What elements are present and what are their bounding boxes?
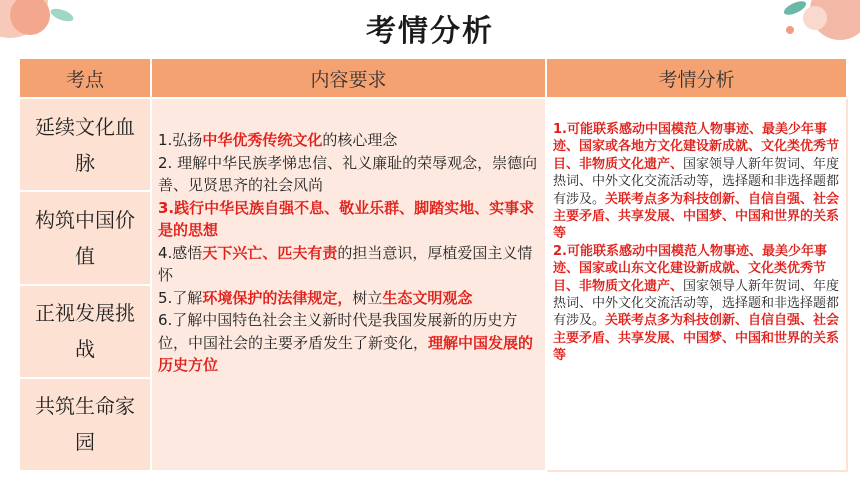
content-highlight: 环境保护的法律规定， [202,288,353,307]
content-highlight: 理解中国发展的历史方位 [158,333,534,374]
analysis-text: 国家领导人新年贺词、年度热词、中外文化交流活动等，选择题和非选择题都有涉及。 [553,156,840,207]
content-highlight: 生态文明观念 [382,288,473,307]
exam-analysis [546,98,847,471]
content-text: 的核心理念 [322,131,398,149]
exam-point: 延续文化血脉 [19,98,151,191]
analysis-table [18,57,848,472]
table-header-row [19,58,847,98]
content-text: 5.了解 [158,288,203,307]
content-item [158,287,539,310]
table-row [19,98,847,191]
exam-point: 共筑生命家园 [19,378,151,471]
content-item: 2. 理解中华民族孝悌忠信、礼义廉耻的荣辱观念，崇德向善、见贤思齐的社会风尚 [158,153,538,194]
content-item [158,129,539,152]
analysis-text: 国家领导人新年贺词、年度热词、中外文化交流活动等，选择题和非选择题都有涉及。 [553,278,840,329]
content-text: 的担当意识，厚植爱国主义情怀 [158,243,533,284]
content-text: 树立 [352,288,383,307]
content-text: 4.感悟 [158,243,203,262]
page-title: 考情分析 [366,14,494,49]
analysis-highlight: 关联考点多为科技创新、自信自强、社会主要矛盾、共享发展、中国梦、中国和世界的关系等 [553,191,840,242]
content-highlight: 天下兴亡、匹夫有责 [202,243,338,262]
exam-point: 构筑中国价值 [19,191,151,284]
header-content: 内容要求 [151,58,546,98]
content-item: 3.践行中华民族自强不息、敬业乐群、脚踏实地、实事求是的思想 [158,198,535,239]
content-text: 6.了解中国特色社会主义新时代是我国发展新的历史方位，中国社会的主要矛盾发生了新变化， [158,311,518,352]
header-point: 考点 [19,58,151,98]
analysis-item [553,121,840,243]
content-item [158,309,539,377]
header-analysis: 考情分析 [546,58,847,98]
exam-point: 正视发展挑战 [19,285,151,378]
content-requirements [151,98,546,471]
content-item [158,242,539,287]
content-highlight: 中华优秀传统文化 [202,131,323,149]
analysis-highlight: 1.可能联系感动中国模范人物事迹、最美少年事迹、国家或各地方文化建设新成就、文化类优秀节目、非物质文化遗产、 [553,122,840,172]
analysis-item [553,243,840,365]
content-text: 1.弘扬 [158,131,203,149]
analysis-highlight: 关联考点多为科技创新、自信自强、社会主要矛盾、共享发展、中国梦、中国和世界的关系等 [553,313,840,364]
analysis-highlight: 2.可能联系感动中国模范人物事迹、最美少年事迹、国家或山东文化建设新成就、文化类优秀节目、非物质文化遗产、 [553,243,827,294]
